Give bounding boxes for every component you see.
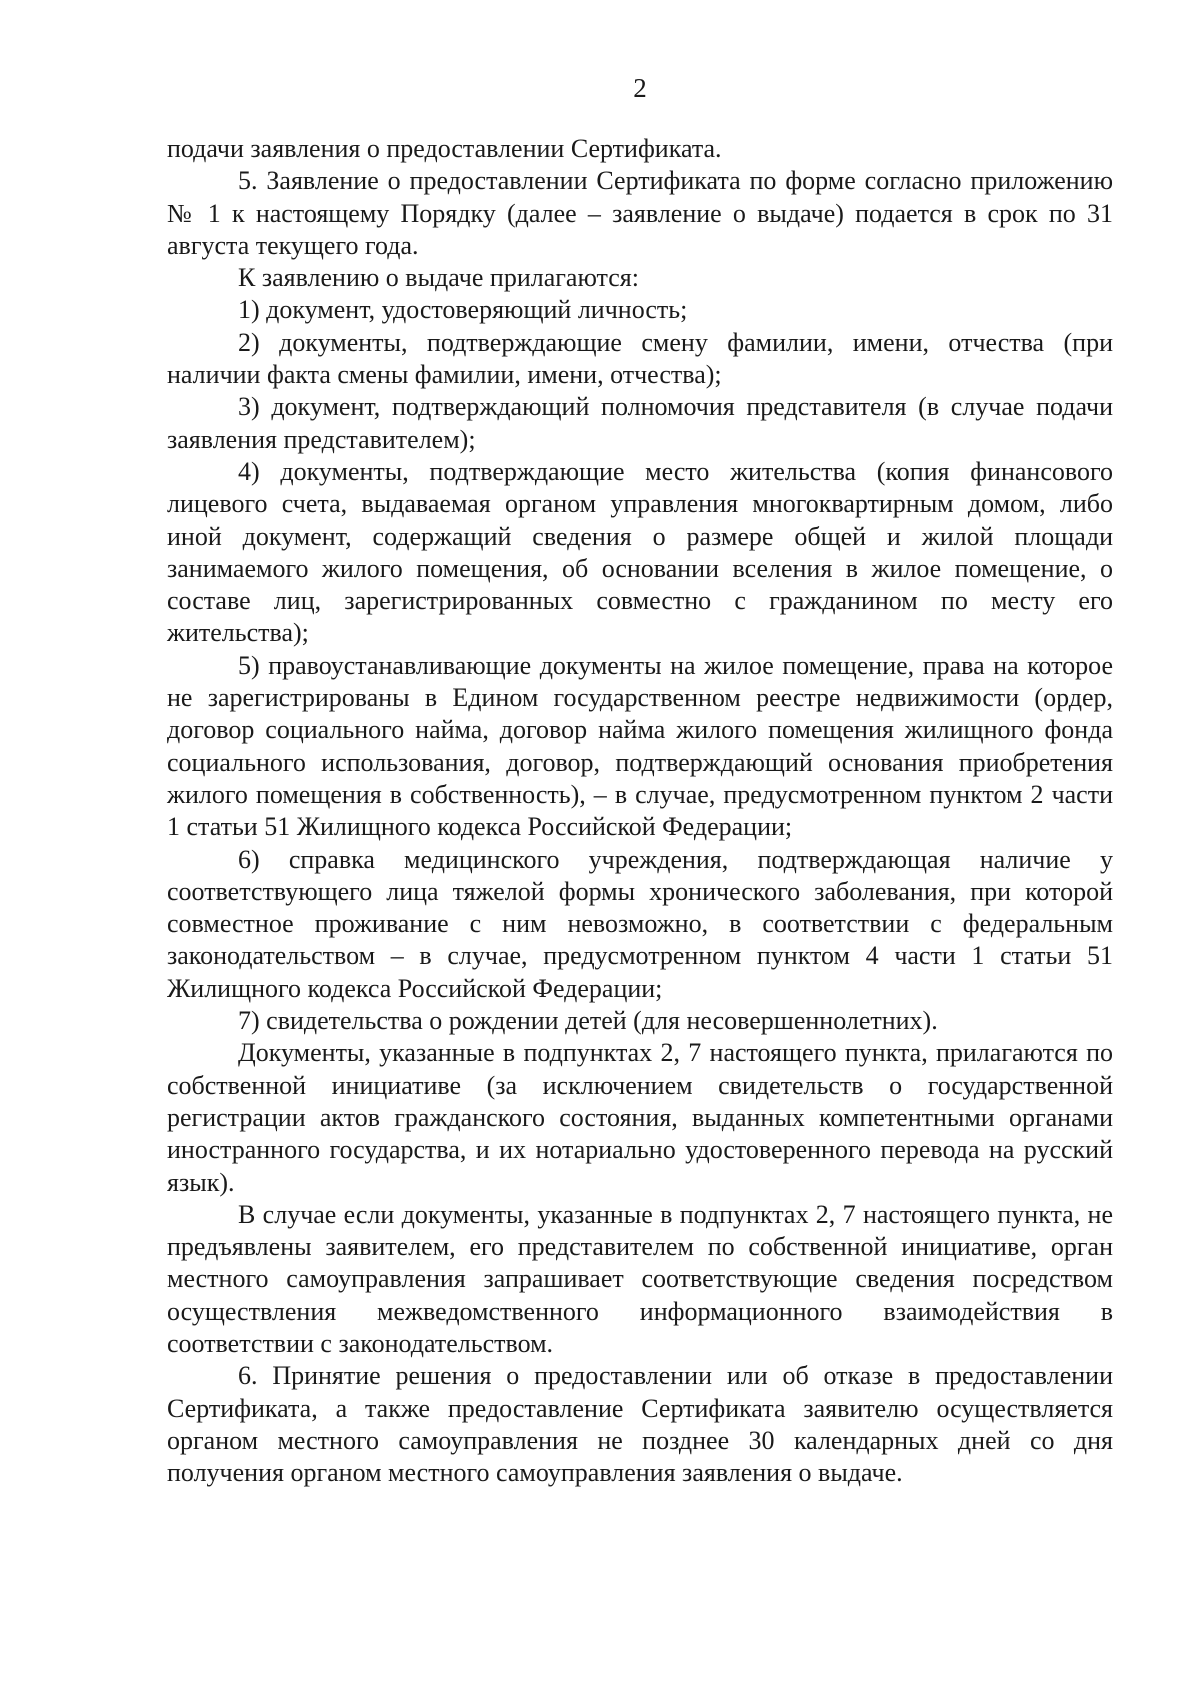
list-item-5: 5) правоустанавливающие документы на жилое помещение, права на которое не зарегистрированы в Едином государственном реестре недвижимости (ордер, договор социального найма, договор найма жилого помещения жилищного фонда социального использования, договор, подтверждающий основания приобретения жилого помещения в собственность), – в случае, предусмотренном пунктом 2 части 1 статьи 51 Жилищного кодекса Российской Федерации; <box>167 650 1113 842</box>
list-item-3: 3) документ, подтверждающий полномочия представителя (в случае подачи заявления представителем); <box>167 392 1113 454</box>
list-item-2: 2) документы, подтверждающие смену фамилии, имени, отчества (при наличии факта смены фамилии, имени, отчества); <box>167 327 1113 390</box>
paragraph-attachments-intro: К заявлению о выдаче прилагаются: <box>238 263 639 293</box>
paragraph-own-initiative: Документы, указанные в подпунктах 2, 7 настоящего пункта, прилагаются по собственной инициативе (за исключением свидетельств о государственной регистрации актов гражданского состояния, выданных компетентными органами иностранного государства, и их нотариально удостоверенного перевода на русский язык). <box>167 1038 1113 1197</box>
paragraph-interagency-request: В случае если документы, указанные в подпунктах 2, 7 настоящего пункта, не предъявлены заявителем, его представителем по собственной инициативе, орган местного самоуправления запрашивает соответствующие сведения посредством осуществления межведомственного информационного взаимодействия в соответствии с законодательством. <box>167 1199 1113 1358</box>
paragraph-item-5: 5. Заявление о предоставлении Сертификата по форме согласно приложению № 1 к настоящему Порядку (далее – заявление о выдаче) подается в срок по 31 августа текущего года. <box>167 166 1113 260</box>
document-body <box>167 133 1113 1489</box>
paragraph-continuation: подачи заявления о предоставлении Сертификата. <box>167 134 722 163</box>
page-number: 2 <box>633 73 647 103</box>
paragraph-item-6: 6. Принятие решения о предоставлении или об отказе в предоставлении Сертификата, а также предоставление Сертификата заявителю осуществляется органом местного самоуправления не позднее 30 календарных дней со дня получения органом местного самоуправления заявления о выдаче. <box>167 1361 1113 1488</box>
list-item-6: 6) справка медицинского учреждения, подтверждающая наличие у соответствующего лица тяжелой формы хронического заболевания, при которой совместное проживание с ним невозможно, в соответствии с федеральным законодательством – в случае, предусмотренном пунктом 4 части 1 статьи 51 Жилищного кодекса Российской Федерации; <box>167 844 1113 1003</box>
list-item-1: 1) документ, удостоверяющий личность; <box>238 295 688 325</box>
list-item-7: 7) свидетельства о рождении детей (для несовершеннолетних). <box>238 1006 938 1036</box>
list-item-4: 4) документы, подтверждающие место жительства (копия финансового лицевого счета, выдаваемая органом управления многоквартирным домом, либо иной документ, содержащий сведения о размере общей и жилой площади занимаемого жилого помещения, об основании вселения в жилое помещение, о составе лиц, зарегистрированных совместно с гражданином по месту его жительства); <box>167 456 1113 648</box>
